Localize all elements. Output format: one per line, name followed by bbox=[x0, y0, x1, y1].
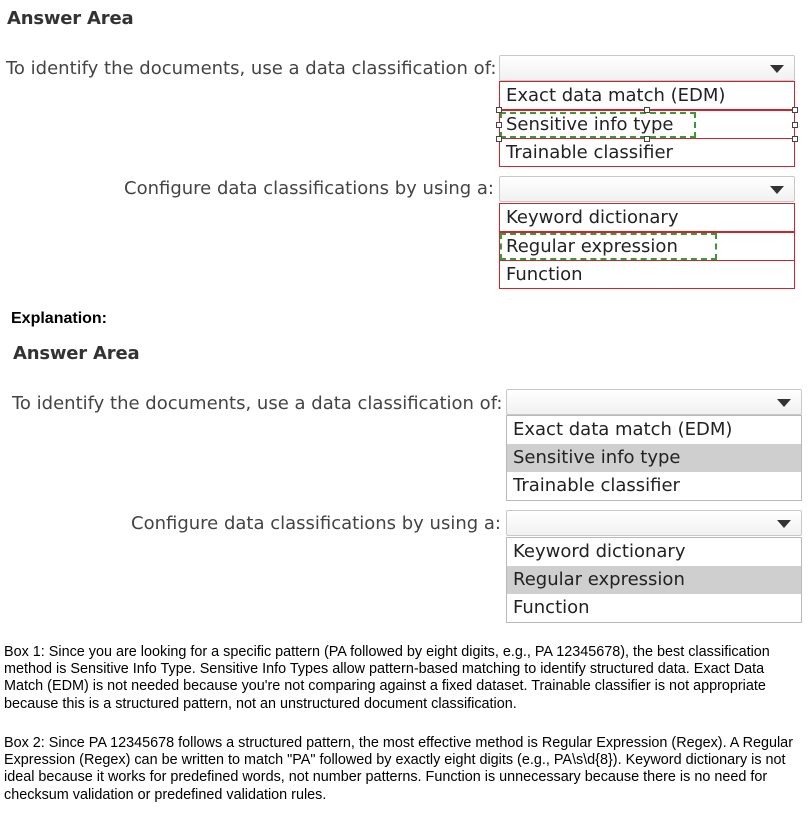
chevron-down-icon bbox=[777, 520, 791, 528]
q2-options-list-bottom bbox=[506, 537, 802, 623]
q2-option-keyword-top[interactable]: Keyword dictionary bbox=[499, 203, 795, 232]
chevron-down-icon bbox=[777, 399, 791, 407]
answer-area-heading-top: Answer Area bbox=[7, 8, 134, 29]
resize-handle[interactable] bbox=[644, 107, 650, 113]
q1-prompt-top: To identify the documents, use a data classification of: bbox=[6, 58, 497, 79]
resize-handle[interactable] bbox=[496, 107, 502, 113]
q1-option-edm-bottom[interactable]: Exact data match (EDM) bbox=[513, 419, 733, 440]
q2-prompt-bottom: Configure data classifications by using a: bbox=[131, 513, 501, 534]
q2-prompt-top: Configure data classifications by using a: bbox=[124, 178, 494, 199]
answer-area-heading-bottom: Answer Area bbox=[13, 343, 140, 364]
resize-handle[interactable] bbox=[792, 107, 798, 113]
resize-handle[interactable] bbox=[792, 136, 798, 142]
answer-highlight-box bbox=[500, 112, 696, 138]
resize-handle[interactable] bbox=[496, 136, 502, 142]
chevron-down-icon bbox=[770, 65, 784, 73]
q1-option-trainable-top[interactable]: Trainable classifier bbox=[499, 138, 795, 167]
q1-option-sit-top[interactable]: Sensitive info type bbox=[499, 110, 795, 139]
explanation-label: Explanation: bbox=[11, 310, 108, 327]
q1-option-edm-top[interactable]: Exact data match (EDM) bbox=[499, 81, 795, 110]
box2-explanation: Box 2: Since PA 12345678 follows a structured pattern, the most effective method is Regular Expression (Regex). A Regular Expression (Regex) can be written to match "PA" followed by exactly eight digits (e.g., PA\s\d{8}). Keyword dictionary is not ideal because it works for predefined words, not number patterns. Function is unnecessary because there is no need for checksum validation or predefined validation rules. bbox=[4, 735, 793, 803]
q1-option-trainable-bottom[interactable]: Trainable classifier bbox=[513, 475, 680, 496]
q1-options-list-bottom bbox=[506, 415, 802, 501]
q2-option-keyword-bottom[interactable]: Keyword dictionary bbox=[513, 541, 686, 562]
q1-dropdown-bottom[interactable] bbox=[506, 389, 802, 415]
q2-dropdown-top[interactable] bbox=[499, 176, 795, 202]
chevron-down-icon bbox=[770, 186, 784, 194]
q2-option-regex-bottom[interactable]: Regular expression bbox=[507, 566, 801, 594]
q1-option-sit-bottom[interactable]: Sensitive info type bbox=[507, 444, 801, 472]
resize-handle[interactable] bbox=[792, 122, 798, 128]
q2-option-function-bottom[interactable]: Function bbox=[513, 597, 590, 618]
q2-option-regex-top[interactable]: Regular expression bbox=[499, 232, 795, 261]
box1-explanation: Box 1: Since you are looking for a specific pattern (PA followed by eight digits, e.g., PA 12345678), the best classification method is Sensitive Info Type. Sensitive Info Types allow pattern-based matching to identify structured data. Exact Data Match (EDM) is not needed because you're not comparing against a fixed dataset. Trainable classifier is not appropriate because this is a structured pattern, not an unstructured document classification. bbox=[4, 644, 770, 712]
q1-dropdown-top[interactable] bbox=[499, 55, 795, 81]
answer-highlight-box bbox=[500, 233, 717, 260]
q2-dropdown-bottom[interactable] bbox=[506, 510, 802, 536]
resize-handle[interactable] bbox=[496, 122, 502, 128]
q2-option-function-top[interactable]: Function bbox=[499, 260, 795, 289]
q1-prompt-bottom: To identify the documents, use a data classification of: bbox=[12, 393, 503, 414]
resize-handle[interactable] bbox=[644, 136, 650, 142]
